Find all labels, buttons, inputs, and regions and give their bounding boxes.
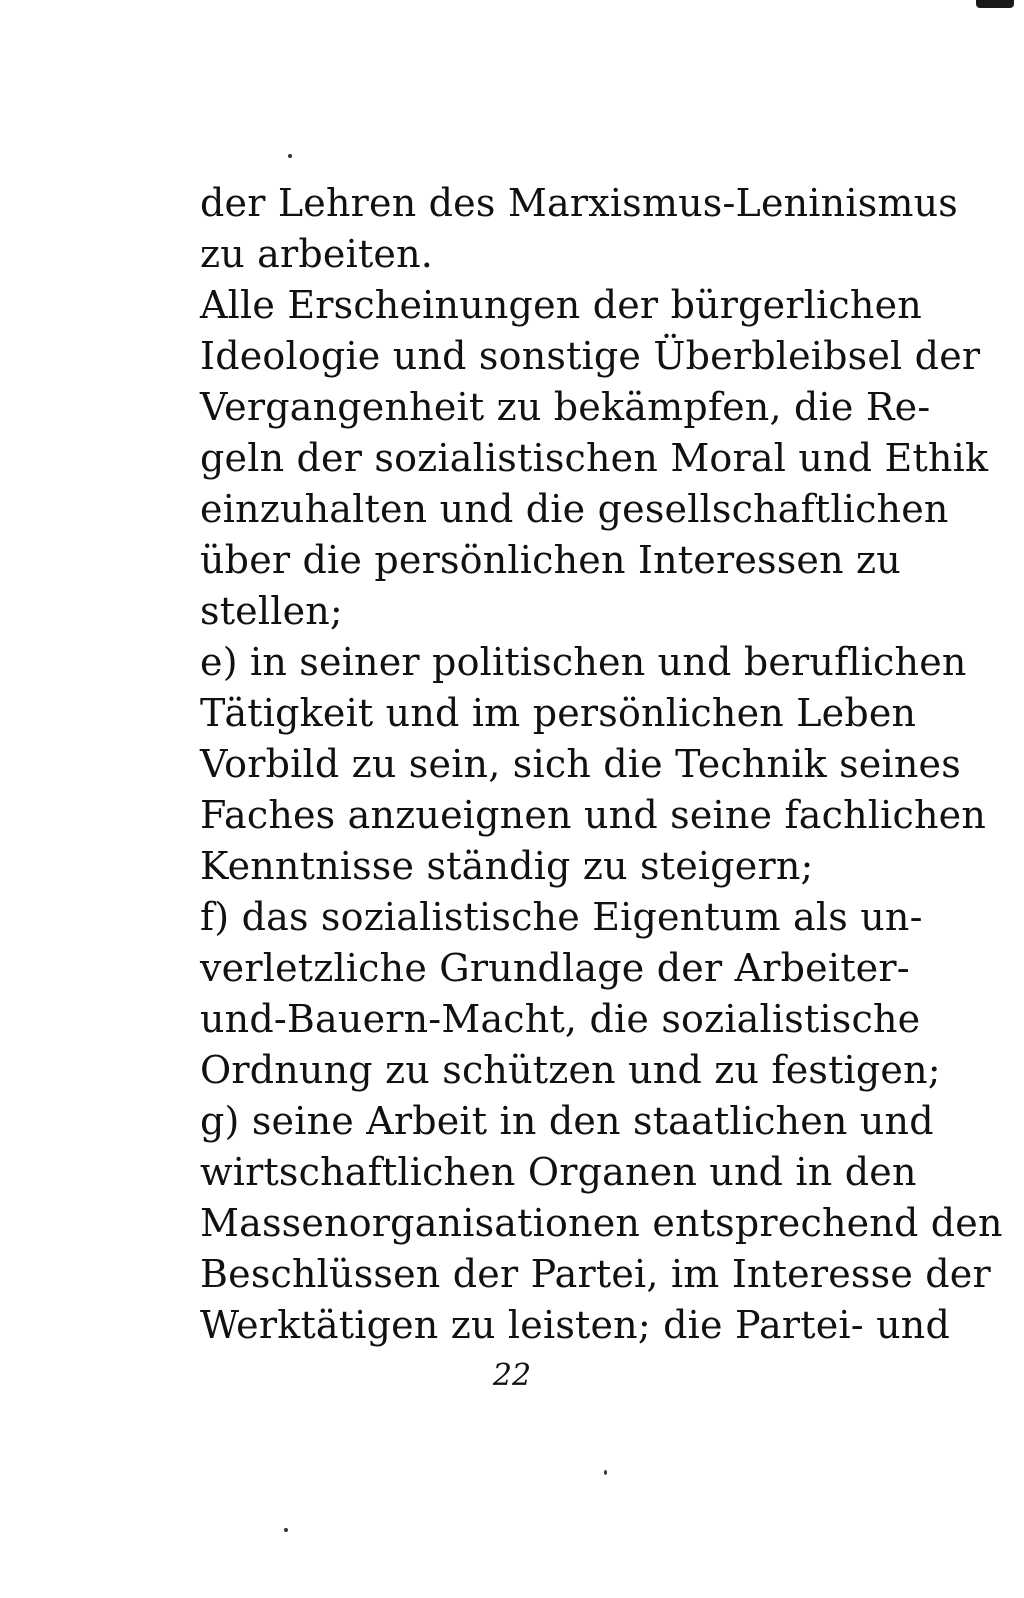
scan-edge-mark: [976, 0, 1014, 8]
scan-speck: [288, 154, 292, 158]
text-line: über die persönlichen Interessen zu: [200, 538, 901, 582]
text-line: geln der sozialistischen Moral und Ethik: [200, 436, 989, 480]
scan-speck: [284, 1528, 288, 1532]
text-line: Beschlüssen der Partei, im Interesse der: [200, 1252, 991, 1296]
text-line: und-Bauern-Macht, die sozialistische: [200, 997, 921, 1041]
text-line: verletzliche Grundlage der Arbeiter-: [200, 946, 910, 990]
list-item-e: e) in seiner politischen und beruflichen: [200, 640, 967, 684]
scan-speck: [604, 1470, 607, 1475]
text-line: zu arbeiten.: [200, 232, 434, 276]
text-line: Faches anzueignen und seine fachlichen: [200, 793, 987, 837]
text-line: Kenntnisse ständig zu steigern;: [200, 844, 814, 888]
text-line: Tätigkeit und im persönlichen Leben: [200, 691, 917, 735]
text-line: Ideologie und sonstige Überbleibsel der: [200, 334, 981, 378]
text-line: stellen;: [200, 589, 343, 633]
list-item-f: f) das sozialistische Eigentum als un-: [200, 895, 923, 939]
text-line: Vergangenheit zu bekämpfen, die Re-: [200, 385, 931, 429]
body-text: [200, 178, 1003, 1351]
text-line: Massenorganisationen entsprechend den: [200, 1201, 1003, 1245]
text-line: der Lehren des Marxismus-Leninismus: [200, 181, 959, 225]
text-line: Ordnung zu schützen und zu festigen;: [200, 1048, 941, 1092]
text-line: Alle Erscheinungen der bürgerlichen: [200, 283, 922, 327]
page-number: 22: [492, 1358, 532, 1393]
text-line: Werktätigen zu leisten; die Partei- und: [200, 1303, 950, 1347]
list-item-g: g) seine Arbeit in den staatlichen und: [200, 1099, 934, 1143]
text-line: einzuhalten und die gesellschaftlichen: [200, 487, 949, 531]
text-line: wirtschaftlichen Organen und in den: [200, 1150, 917, 1194]
text-line: Vorbild zu sein, sich die Technik seines: [200, 742, 961, 786]
